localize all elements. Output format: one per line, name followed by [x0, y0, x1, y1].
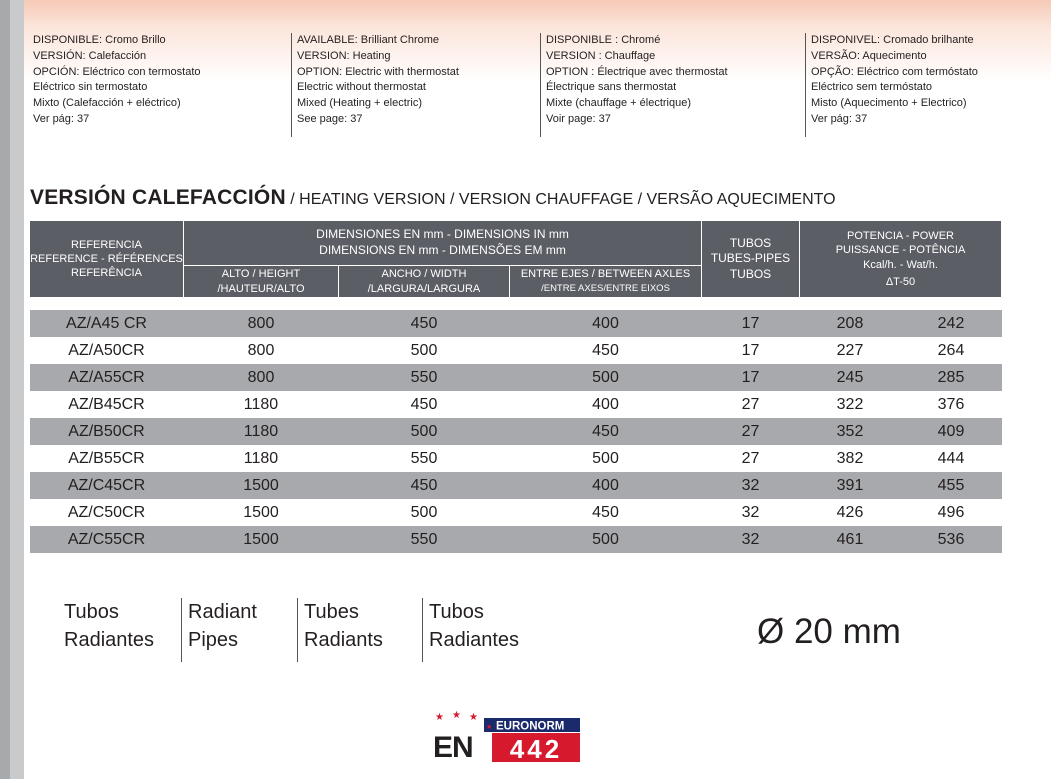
- header-text: ALTO / HEIGHT: [221, 268, 301, 281]
- cell-power-watt: 496: [937, 504, 965, 521]
- star-icon: ★: [435, 712, 444, 723]
- cell-axes: 500: [510, 364, 702, 391]
- table-row: [30, 472, 1002, 499]
- cell-height: 1500: [184, 472, 339, 499]
- header-text: DIMENSIONS EN mm - DIMENSÕES EM mm: [319, 243, 566, 257]
- cell-tubes: 32: [702, 526, 800, 553]
- cell-power: [800, 310, 1002, 337]
- cell-reference: AZ/B55CR: [68, 450, 145, 467]
- header-width: [339, 266, 510, 298]
- pipes-label-line: Tubos: [429, 601, 484, 623]
- cell-power: [800, 418, 1002, 445]
- header-text: ANCHO / WIDTH: [381, 268, 467, 281]
- availability-french: [540, 33, 800, 137]
- cell-power: [800, 526, 1002, 553]
- cell-reference: AZ/A45 CR: [30, 310, 184, 337]
- cell-power-watt: 264: [937, 342, 965, 359]
- table-row: [30, 310, 1002, 337]
- table-row: [30, 526, 1002, 553]
- cell-width: 550: [410, 450, 438, 467]
- pipes-label-line: Radiant: [188, 601, 257, 623]
- cell-height: 800: [247, 342, 275, 359]
- header-text: /LARGURA/LARGURA: [367, 282, 481, 295]
- availability-line: VERSÃO: Aquecimento: [811, 49, 927, 62]
- pipes-label-spanish: [64, 598, 154, 662]
- availability-line: See page: 37: [297, 112, 363, 125]
- pipes-label-line: Pipes: [188, 629, 239, 651]
- table-row: [30, 418, 1002, 445]
- cell-axes: 450: [592, 342, 619, 359]
- cell-axes: 450: [510, 418, 702, 445]
- header-text: POTENCIA - POWER: [847, 229, 954, 242]
- table-row: [30, 499, 1002, 526]
- availability-line: Eléctrico sin termostato: [33, 81, 148, 94]
- logo-euronorm-text: EURONORM: [496, 720, 565, 733]
- availability-line: Ver pág: 37: [811, 112, 868, 125]
- cell-width: 450: [339, 310, 510, 337]
- availability-portuguese: [805, 33, 1041, 137]
- cell-power-kcal: 461: [836, 531, 864, 548]
- header-axes: [510, 266, 702, 298]
- pipes-label-portuguese: [422, 598, 519, 662]
- cell-power-watt: 285: [937, 369, 965, 386]
- star-icon: ★: [469, 712, 478, 723]
- cell-power-kcal: 391: [836, 477, 864, 494]
- header-text: REFERENCE - RÉFÉRENCES: [30, 252, 183, 265]
- cell-reference: AZ/C50CR: [67, 504, 146, 521]
- logo-number-text: 442: [509, 734, 563, 764]
- header-text: REFERENCIA: [71, 238, 142, 251]
- cell-width: 500: [339, 418, 510, 445]
- star-icon: ★: [486, 723, 493, 731]
- cell-power-watt: 376: [937, 396, 965, 413]
- header-text: Kcal/h. - Wat/h.: [863, 258, 938, 271]
- cell-reference: AZ/C55CR: [30, 526, 184, 553]
- table-row: [30, 391, 1002, 418]
- cell-axes: 400: [592, 396, 619, 413]
- cell-axes: 500: [592, 450, 619, 467]
- star-icon: ★: [452, 710, 461, 721]
- cell-tubes: 32: [741, 504, 760, 521]
- availability-line: Electric without thermostat: [297, 81, 426, 94]
- header-text: ENTRE EJES / BETWEEN AXLES: [520, 268, 691, 281]
- availability-line: OPTION : Électrique avec thermostat: [546, 65, 728, 78]
- table-row: [30, 364, 1002, 391]
- cell-height: 1180: [184, 418, 339, 445]
- availability-line: VERSION: Heating: [297, 49, 391, 62]
- cell-reference: AZ/B45CR: [68, 396, 145, 413]
- cell-height: 1180: [243, 450, 279, 467]
- section-title: [30, 186, 836, 210]
- cell-axes: 400: [510, 310, 702, 337]
- cell-reference: AZ/C45CR: [30, 472, 184, 499]
- availability-line: DISPONIBLE: Cromo Brillo: [33, 34, 166, 46]
- logo-en-text: EN: [433, 731, 473, 764]
- title-sub: / HEATING VERSION / VERSION CHAUFFAGE / VERSÃO AQUECIMENTO: [285, 191, 836, 208]
- availability-line: Misto (Aquecimento + Electrico): [811, 97, 967, 110]
- pipes-label-line: Radiantes: [64, 629, 155, 651]
- cell-power-kcal: 322: [836, 396, 864, 413]
- header-text: TUBOS: [729, 266, 772, 281]
- header-text: PUISSANCE - POTÊNCIA: [835, 244, 966, 257]
- cell-reference: AZ/B50CR: [30, 418, 184, 445]
- availability-line: OPCIÓN: Eléctrico con termostato: [33, 65, 201, 78]
- cell-axes: 450: [592, 504, 619, 521]
- cell-power-kcal: 352: [836, 423, 864, 440]
- cell-width: 450: [339, 472, 510, 499]
- cell-reference: AZ/A50CR: [68, 342, 145, 359]
- cell-power: [800, 445, 1002, 472]
- cell-power: [800, 364, 1002, 391]
- cell-width: 500: [410, 504, 438, 521]
- header-reference: [30, 221, 184, 298]
- cell-tubes: 17: [702, 310, 800, 337]
- availability-line: DISPONIVEL: Cromado brilhante: [811, 34, 974, 46]
- availability-line: Eléctrico sem termóstato: [811, 81, 933, 94]
- table-row: [30, 337, 1002, 364]
- cell-width: 500: [410, 342, 438, 359]
- cell-power-watt: 409: [937, 423, 965, 440]
- table-row: [30, 445, 1002, 472]
- pipes-label-line: Radiantes: [429, 629, 520, 651]
- availability-line: AVAILABLE: Brilliant Chrome: [297, 34, 440, 46]
- header-text: ΔT-50: [885, 275, 916, 288]
- pipes-label-french: [297, 598, 383, 662]
- cell-power-watt: 242: [937, 315, 965, 332]
- cell-power-watt: 536: [937, 531, 965, 548]
- cell-width: 550: [339, 364, 510, 391]
- pipes-label-line: Tubes: [304, 601, 359, 623]
- availability-english: [291, 33, 537, 137]
- spec-table: [29, 220, 1002, 553]
- cell-reference: AZ/A55CR: [30, 364, 184, 391]
- header-text: /HAUTEUR/ALTO: [217, 282, 305, 295]
- header-tubes: [702, 221, 800, 298]
- availability-line: OPTION: Electric with thermostat: [297, 65, 459, 78]
- cell-power-watt: 444: [937, 450, 965, 467]
- cell-power-kcal: 426: [836, 504, 864, 521]
- availability-line: Ver pág: 37: [33, 112, 90, 125]
- availability-line: Voir page: 37: [546, 112, 611, 125]
- cell-power: [800, 391, 1002, 418]
- availability-line: Mixed (Heating + electric): [297, 97, 423, 110]
- cell-power-kcal: 245: [836, 369, 864, 386]
- header-text: REFERÊNCIA: [71, 267, 142, 280]
- title-main: VERSIÓN CALEFACCIÓN: [30, 186, 286, 209]
- cell-height: 800: [184, 310, 339, 337]
- cell-height: 800: [184, 364, 339, 391]
- pipes-label-english: [181, 598, 257, 662]
- cell-height: 1180: [243, 396, 279, 413]
- availability-line: VERSIÓN: Calefacción: [33, 49, 147, 62]
- header-height: [184, 266, 339, 298]
- header-text: TUBES-PIPES: [710, 251, 791, 266]
- availability-line: Mixte (chauffage + électrique): [546, 97, 692, 110]
- cell-tubes: 17: [702, 364, 800, 391]
- cell-width: 550: [339, 526, 510, 553]
- cell-power-kcal: 208: [836, 315, 864, 332]
- cell-tubes: 27: [702, 418, 800, 445]
- cell-power-watt: 455: [937, 477, 965, 494]
- availability-line: Mixto (Calefacción + eléctrico): [33, 97, 181, 110]
- availability-spanish: [33, 33, 285, 137]
- availability-line: DISPONIBLE : Chromé: [546, 34, 661, 46]
- cell-height: 1500: [184, 526, 339, 553]
- cell-width: 450: [410, 396, 438, 413]
- pipe-diameter: Ø 20 mm: [757, 612, 901, 651]
- cell-tubes: 32: [702, 472, 800, 499]
- cell-power: [800, 472, 1002, 499]
- cell-tubes: 27: [741, 396, 760, 413]
- euronorm-en442-logo: [432, 706, 580, 764]
- cell-power: [800, 499, 1002, 526]
- availability-line: OPÇÃO: Eléctrico com termóstato: [811, 65, 978, 78]
- pipes-label-line: Tubos: [64, 601, 119, 623]
- header-text: /ENTRE AXES/ENTRE EIXOS: [541, 283, 670, 295]
- cell-axes: 400: [510, 472, 702, 499]
- cell-power-kcal: 382: [836, 450, 864, 467]
- pipes-label-line: Radiants: [304, 629, 383, 651]
- header-dimensions: [184, 221, 702, 266]
- cell-axes: 500: [510, 526, 702, 553]
- header-text: DIMENSIONES EN mm - DIMENSIONS IN mm: [316, 227, 569, 242]
- left-margin-bar: [0, 0, 10, 779]
- header-power: [800, 221, 1002, 298]
- header-text: TUBOS: [729, 235, 772, 250]
- cell-power: [800, 337, 1002, 364]
- availability-line: Électrique sans thermostat: [546, 81, 677, 94]
- left-margin-band: [10, 0, 24, 779]
- cell-tubes: 27: [741, 450, 760, 467]
- cell-height: 1500: [243, 504, 279, 521]
- availability-line: VERSION : Chauffage: [546, 49, 656, 62]
- cell-power-kcal: 227: [836, 342, 864, 359]
- cell-tubes: 17: [741, 342, 760, 359]
